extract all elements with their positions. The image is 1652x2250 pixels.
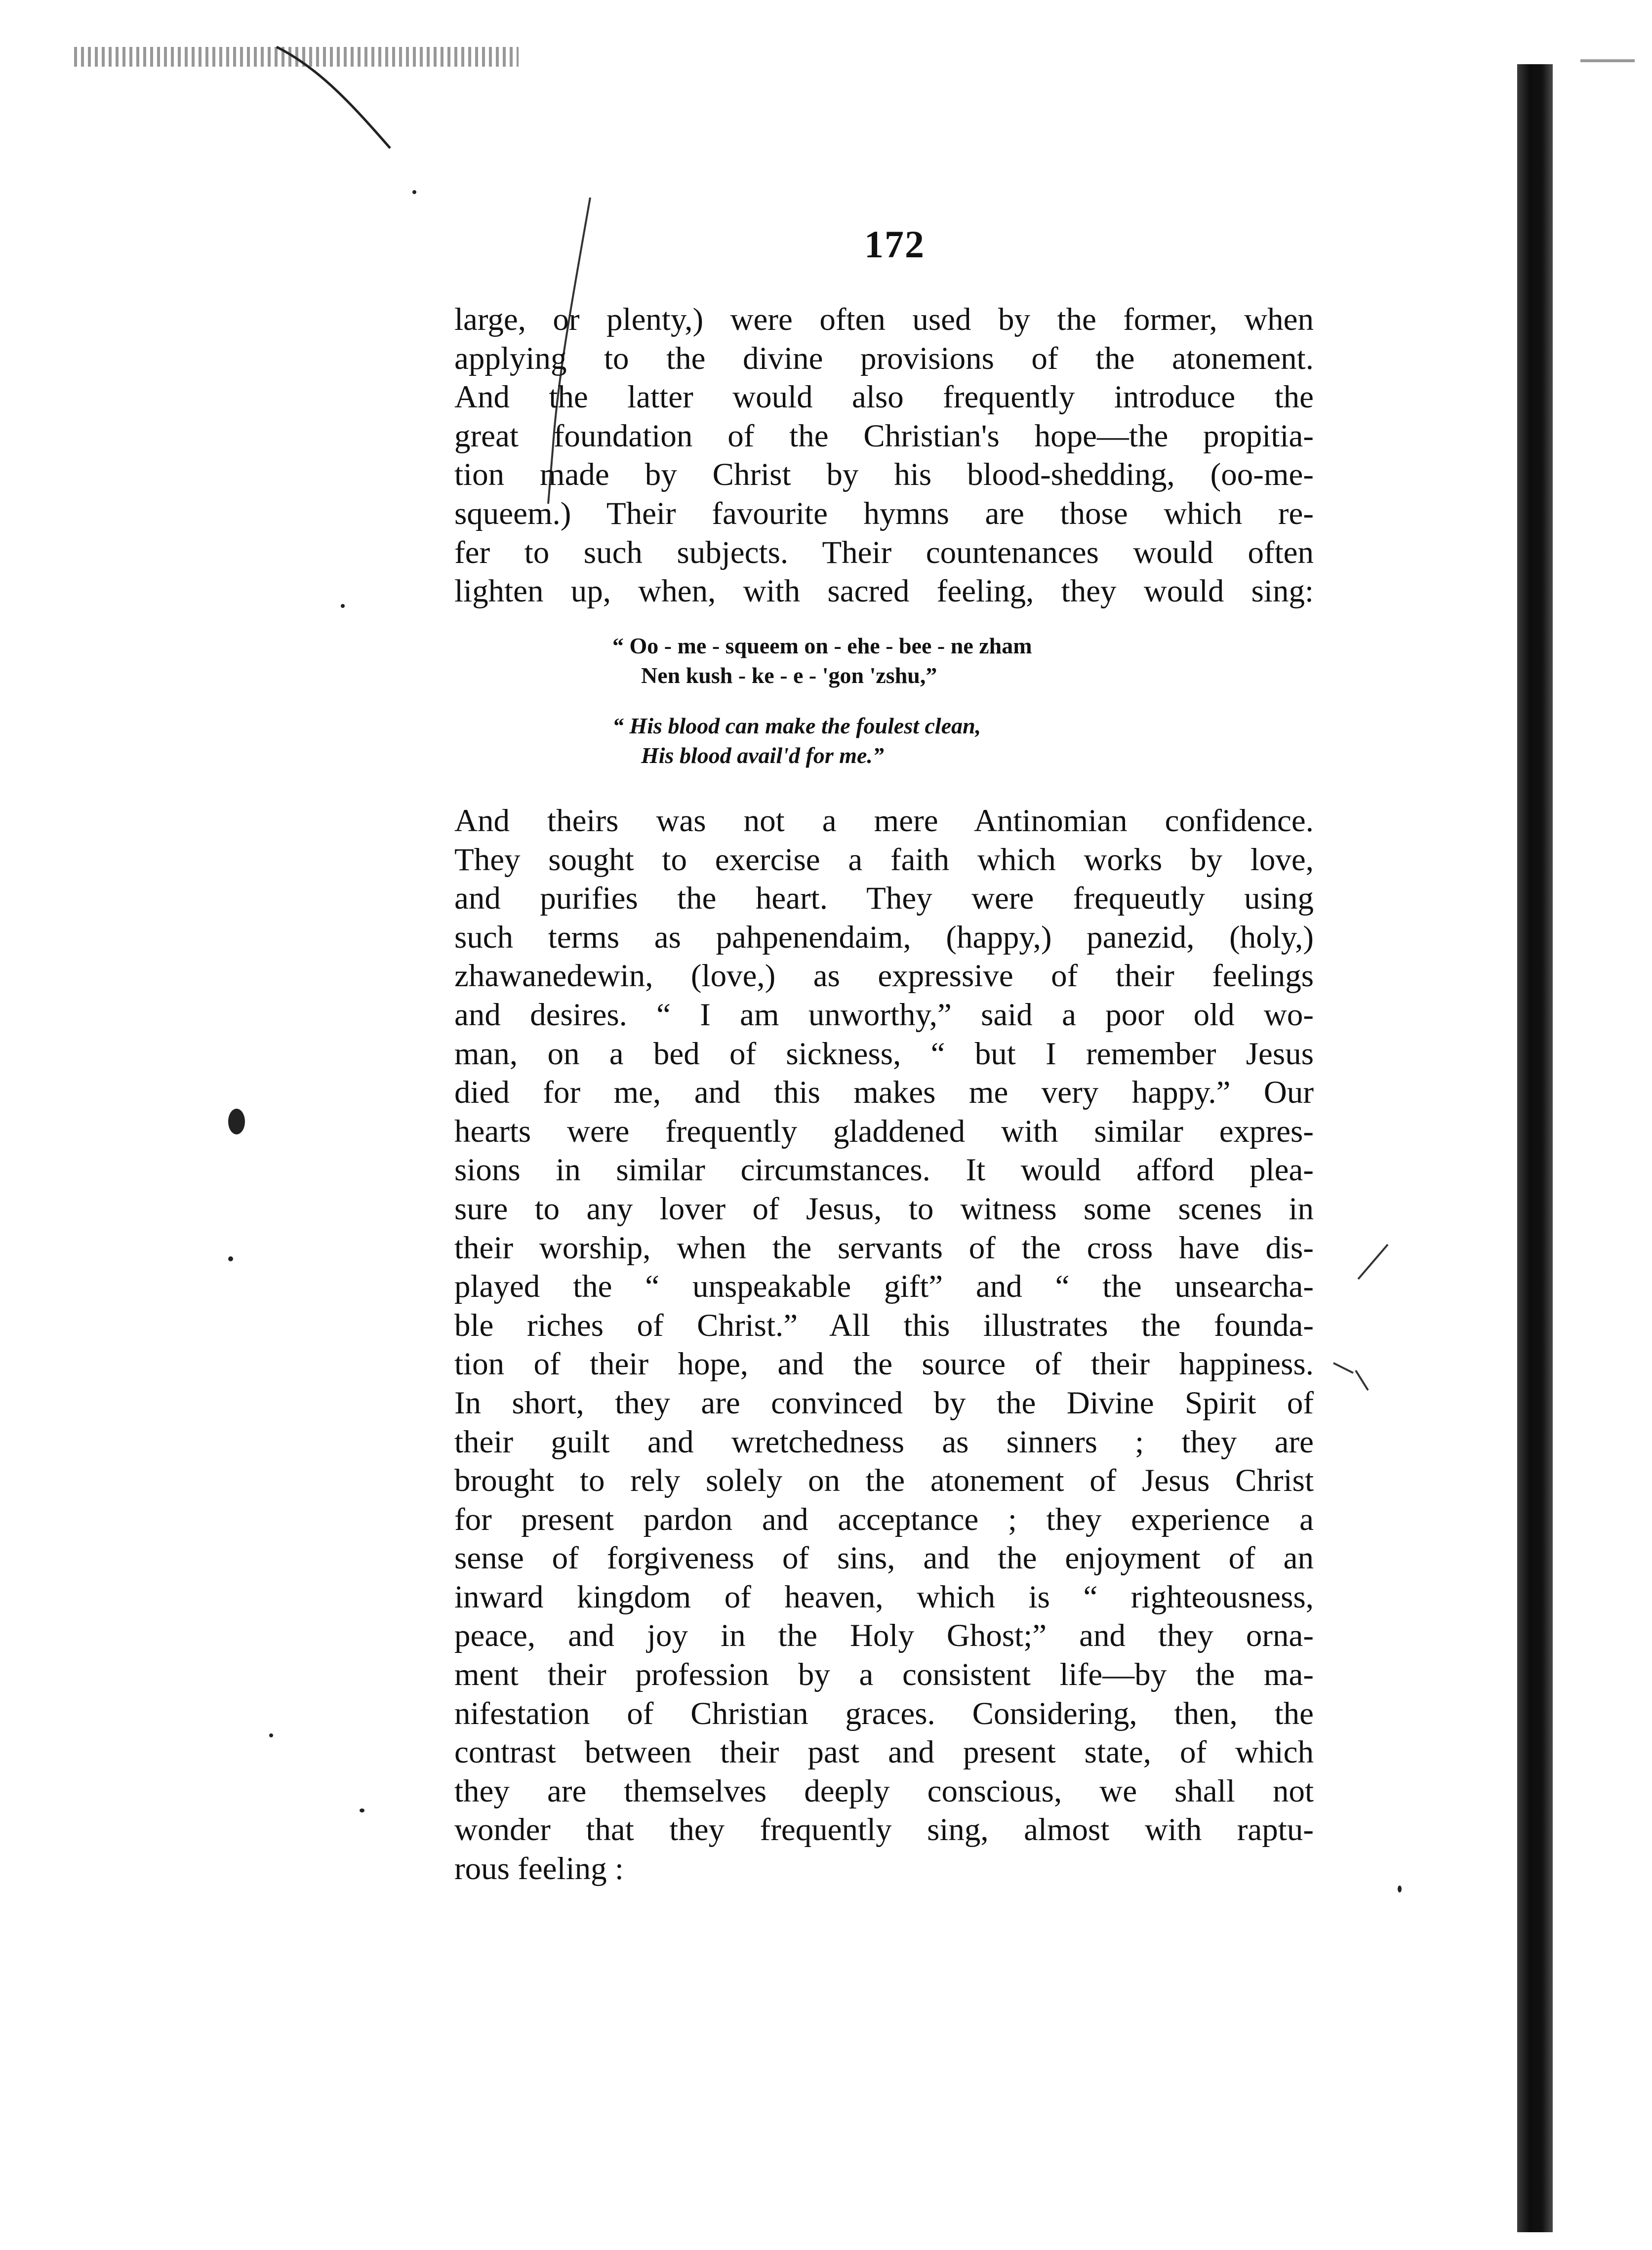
paragraph-1 (454, 300, 1314, 611)
text-line: They sought to exercise a faith which works by love, (454, 842, 1314, 878)
scan-speck (228, 1256, 233, 1261)
text-line: played the “ unspeakable gift” and “ the unsearcha- (454, 1269, 1314, 1305)
book-spine-shadow (1517, 64, 1553, 2232)
verse-line: “ Oo - me - squeem on - ehe - bee - ne zham (612, 633, 1032, 658)
verse-line: His blood avail'd for me.” (641, 743, 884, 768)
text-line: such terms as pahpenendaim, (happy,) panezid, (holy,) (454, 919, 1314, 955)
text-line: rous feeling : (454, 1851, 624, 1887)
scan-edge-noise (74, 47, 519, 67)
scan-speck (360, 1808, 364, 1812)
text-line: peace, and joy in the Holy Ghost;” and they orna- (454, 1618, 1314, 1654)
text-line: zhawanedewin, (love,) as expressive of their feelings (454, 958, 1314, 994)
text-line: wonder that they frequently sing, almost with raptu- (454, 1812, 1314, 1848)
text-line: their worship, when the servants of the cross have dis- (454, 1230, 1314, 1266)
text-line: And the latter would also frequently introduce the (454, 379, 1314, 415)
text-line: applying to the divine provisions of the atonement. (454, 340, 1314, 376)
text-line: tion made by Christ by his blood-shedding, (oo-me- (454, 457, 1314, 493)
text-line: fer to such subjects. Their countenances would often (454, 534, 1314, 570)
text-line: And theirs was not a mere Antinomian confidence. (454, 803, 1314, 839)
scan-speck (1398, 1886, 1402, 1892)
text-line: sense of forgiveness of sins, and the enjoyment of an (454, 1540, 1314, 1576)
scan-speck (269, 1733, 273, 1737)
text-line: and purifies the heart. They were frequeutly using (454, 881, 1314, 917)
text-line: ment their profession by a consistent life—by the ma- (454, 1657, 1314, 1693)
text-line: sions in similar circumstances. It would afford plea- (454, 1152, 1314, 1188)
text-line: sure to any lover of Jesus, to witness some scenes in (454, 1191, 1314, 1227)
text-line: lighten up, when, with sacred feeling, they would sing: (454, 573, 1314, 609)
text-line: they are themselves deeply conscious, we shall not (454, 1773, 1314, 1809)
text-line: their guilt and wretchedness as sinners ; they are (454, 1424, 1314, 1460)
scan-speck (228, 1109, 245, 1134)
text-line: man, on a bed of sickness, “ but I remember Jesus (454, 1036, 1314, 1072)
text-line: for present pardon and acceptance ; they experience a (454, 1501, 1314, 1537)
text-line: great foundation of the Christian's hope—the propitia- (454, 418, 1314, 454)
scan-edge-noise (1580, 59, 1635, 62)
page-number: 172 (864, 223, 925, 266)
scan-speck (412, 190, 416, 194)
hymn-verse-english (612, 711, 1254, 770)
text-line: hearts were frequently gladdened with similar expres- (454, 1113, 1314, 1149)
text-line: In short, they are convinced by the Divine Spirit of (454, 1385, 1314, 1421)
text-line: brought to rely solely on the atonement of Jesus Christ (454, 1463, 1314, 1499)
text-line: nifestation of Christian graces. Considering, then, the (454, 1695, 1314, 1731)
text-line: and desires. “ I am unworthy,” said a poor old wo- (454, 997, 1314, 1033)
paragraph-2 (454, 802, 1314, 1888)
text-line: inward kingdom of heaven, which is “ righteousness, (454, 1579, 1314, 1615)
hymn-verse-native (612, 631, 1254, 690)
text-line: squeem.) Their favourite hymns are those which re- (454, 495, 1314, 531)
text-line: tion of their hope, and the source of their happiness. (454, 1346, 1314, 1382)
scan-speck (341, 604, 345, 608)
verse-line: “ His blood can make the foulest clean, (612, 713, 981, 738)
text-line: ble riches of Christ.” All this illustrates the founda- (454, 1307, 1314, 1343)
verse-line: Nen kush - ke - e - 'gon 'zshu,” (641, 663, 937, 688)
text-line: large, or plenty,) were often used by the former, when (454, 302, 1314, 337)
text-line: died for me, and this makes me very happy.” Our (454, 1075, 1314, 1111)
text-line: contrast between their past and present state, of which (454, 1734, 1314, 1770)
